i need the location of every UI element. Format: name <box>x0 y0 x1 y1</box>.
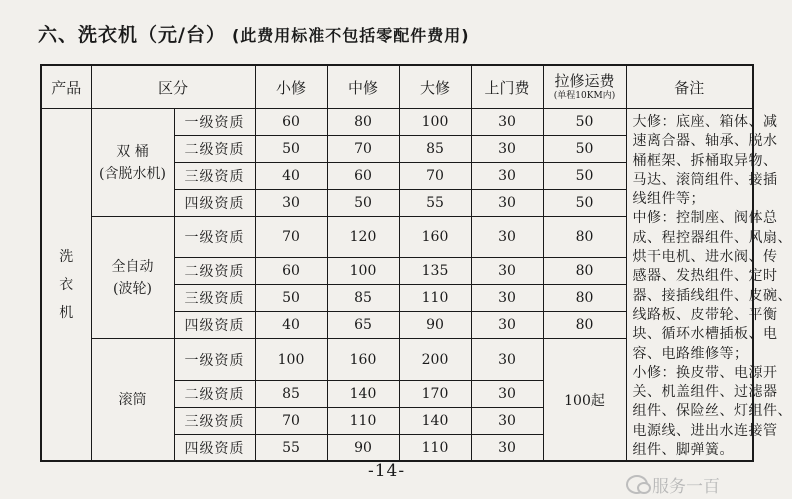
visit-fee-cell: 30 <box>471 258 543 285</box>
visit-fee-cell: 30 <box>471 190 543 217</box>
header-row <box>41 65 753 109</box>
minor-repair-cell: 40 <box>255 312 327 339</box>
header-minor: 小修 <box>255 65 327 109</box>
machine-type-line: 双 桶 <box>116 143 149 160</box>
remarks-line: 电源线、进出水连接管 <box>632 422 778 439</box>
remarks-line: 线路板、皮带轮、平衡 <box>632 306 778 323</box>
remarks-line: 桶框架、拆桶取异物、 <box>632 152 778 169</box>
header-transport-label: 拉修运费 <box>554 72 615 90</box>
grade-cell: 二级资质 <box>174 380 255 407</box>
medium-repair-cell: 65 <box>327 312 399 339</box>
medium-repair-cell: 160 <box>327 339 399 380</box>
remarks-line: 马达、滚筒组件、接插 <box>632 171 778 188</box>
minor-repair-cell: 50 <box>255 285 327 312</box>
machine-type-cell <box>91 217 174 339</box>
header-transport <box>543 65 626 109</box>
grade-cell: 一级资质 <box>174 217 255 258</box>
visit-fee-cell: 30 <box>471 380 543 407</box>
remarks-line: 块、循环水槽插板、电 <box>632 326 778 343</box>
visit-fee-cell: 30 <box>471 136 543 163</box>
minor-repair-cell: 50 <box>255 136 327 163</box>
medium-repair-cell: 50 <box>327 190 399 217</box>
major-repair-cell: 135 <box>399 258 471 285</box>
product-char: 洗 <box>59 248 74 265</box>
grade-cell: 二级资质 <box>174 258 255 285</box>
major-repair-cell: 200 <box>399 339 471 380</box>
product-char: 机 <box>59 304 74 321</box>
minor-repair-cell: 85 <box>255 380 327 407</box>
remarks-line: 中修：控制座、阀体总 <box>632 210 778 227</box>
visit-fee-cell: 30 <box>471 434 543 461</box>
transport-fee-cell: 50 <box>543 136 626 163</box>
major-repair-cell: 100 <box>399 109 471 136</box>
visit-fee-cell: 30 <box>471 312 543 339</box>
minor-repair-cell: 40 <box>255 163 327 190</box>
remarks-line: 器、接插线组件、皮碗、 <box>632 287 792 304</box>
watermark-text: 服务一百 <box>652 477 720 497</box>
medium-repair-cell: 110 <box>327 407 399 434</box>
visit-fee-cell: 30 <box>471 339 543 380</box>
machine-type-line: 全自动 <box>111 258 154 275</box>
remarks-line: 感器、发热组件、定时 <box>632 268 778 285</box>
grade-cell: 四级资质 <box>174 190 255 217</box>
grade-cell: 三级资质 <box>174 163 255 190</box>
machine-type-line: 滚筒 <box>118 391 147 408</box>
medium-repair-cell: 80 <box>327 109 399 136</box>
header-medium: 中修 <box>327 65 399 109</box>
transport-fee-cell: 80 <box>543 258 626 285</box>
product-char: 衣 <box>59 276 74 293</box>
machine-type-line: (含脱水机) <box>99 165 166 182</box>
machine-type-cell <box>91 109 174 217</box>
grade-cell: 三级资质 <box>174 407 255 434</box>
header-category: 区分 <box>91 65 255 109</box>
transport-fee-cell: 50 <box>543 109 626 136</box>
major-repair-cell: 170 <box>399 380 471 407</box>
grade-cell: 四级资质 <box>174 312 255 339</box>
header-remarks: 备注 <box>626 65 753 109</box>
major-repair-cell: 70 <box>399 163 471 190</box>
remarks-line: 组件、脚弹簧。 <box>632 442 735 459</box>
minor-repair-cell: 70 <box>255 217 327 258</box>
fee-table <box>40 64 792 462</box>
table-row <box>41 109 753 136</box>
remarks-line: 容、电路维修等； <box>632 345 749 362</box>
remarks-cell <box>626 109 792 462</box>
medium-repair-cell: 100 <box>327 258 399 285</box>
major-repair-cell: 110 <box>399 434 471 461</box>
remarks-line: 关、机盖组件、过滤器 <box>632 384 778 401</box>
major-repair-cell: 85 <box>399 136 471 163</box>
medium-repair-cell: 70 <box>327 136 399 163</box>
transport-fee-cell: 80 <box>543 312 626 339</box>
heading-title: 六、洗衣机（元/台） <box>38 24 226 46</box>
header-visit: 上门费 <box>471 65 543 109</box>
product-cell <box>41 109 91 462</box>
wechat-icon <box>626 475 648 494</box>
minor-repair-cell: 100 <box>255 339 327 380</box>
visit-fee-cell: 30 <box>471 285 543 312</box>
watermark <box>626 472 720 497</box>
grade-cell: 三级资质 <box>174 285 255 312</box>
transport-fee-merged-cell: 100起 <box>543 339 626 461</box>
minor-repair-cell: 30 <box>255 190 327 217</box>
grade-cell: 一级资质 <box>174 339 255 380</box>
transport-fee-cell: 80 <box>543 217 626 258</box>
minor-repair-cell: 55 <box>255 434 327 461</box>
visit-fee-cell: 30 <box>471 217 543 258</box>
major-repair-cell: 110 <box>399 285 471 312</box>
major-repair-cell: 160 <box>399 217 471 258</box>
visit-fee-cell: 30 <box>471 109 543 136</box>
remarks-line: 烘干电机、进水阀、传 <box>632 249 778 266</box>
visit-fee-cell: 30 <box>471 407 543 434</box>
heading-note: (此费用标准不包括零配件费用) <box>231 26 470 45</box>
medium-repair-cell: 60 <box>327 163 399 190</box>
medium-repair-cell: 120 <box>327 217 399 258</box>
major-repair-cell: 140 <box>399 407 471 434</box>
medium-repair-cell: 85 <box>327 285 399 312</box>
minor-repair-cell: 60 <box>255 258 327 285</box>
page-number: -14- <box>368 461 406 481</box>
minor-repair-cell: 60 <box>255 109 327 136</box>
page-heading <box>38 20 470 47</box>
major-repair-cell: 55 <box>399 190 471 217</box>
major-repair-cell: 90 <box>399 312 471 339</box>
header-transport-sub: (单程10KM内) <box>553 91 616 101</box>
machine-type-line: (波轮) <box>113 280 152 297</box>
remarks-line: 速离合器、轴承、脱水 <box>632 133 778 150</box>
transport-fee-cell: 50 <box>543 163 626 190</box>
header-product: 产品 <box>41 65 91 109</box>
minor-repair-cell: 70 <box>255 407 327 434</box>
remarks-line: 大修：底座、箱体、减 <box>632 114 778 130</box>
visit-fee-cell: 30 <box>471 163 543 190</box>
remarks-line: 成、程控器组件、风扇、 <box>632 229 792 246</box>
grade-cell: 一级资质 <box>174 109 255 136</box>
transport-fee-cell: 50 <box>543 190 626 217</box>
remarks-line: 组件、保险丝、灯组件、 <box>632 403 792 420</box>
remarks-line: 小修：换皮带、电源开 <box>632 364 778 381</box>
medium-repair-cell: 90 <box>327 434 399 461</box>
machine-type-cell <box>91 339 174 461</box>
header-major: 大修 <box>399 65 471 109</box>
grade-cell: 二级资质 <box>174 136 255 163</box>
remarks-line: 线组件等； <box>632 191 706 208</box>
transport-fee-cell: 80 <box>543 285 626 312</box>
medium-repair-cell: 140 <box>327 380 399 407</box>
grade-cell: 四级资质 <box>174 434 255 461</box>
